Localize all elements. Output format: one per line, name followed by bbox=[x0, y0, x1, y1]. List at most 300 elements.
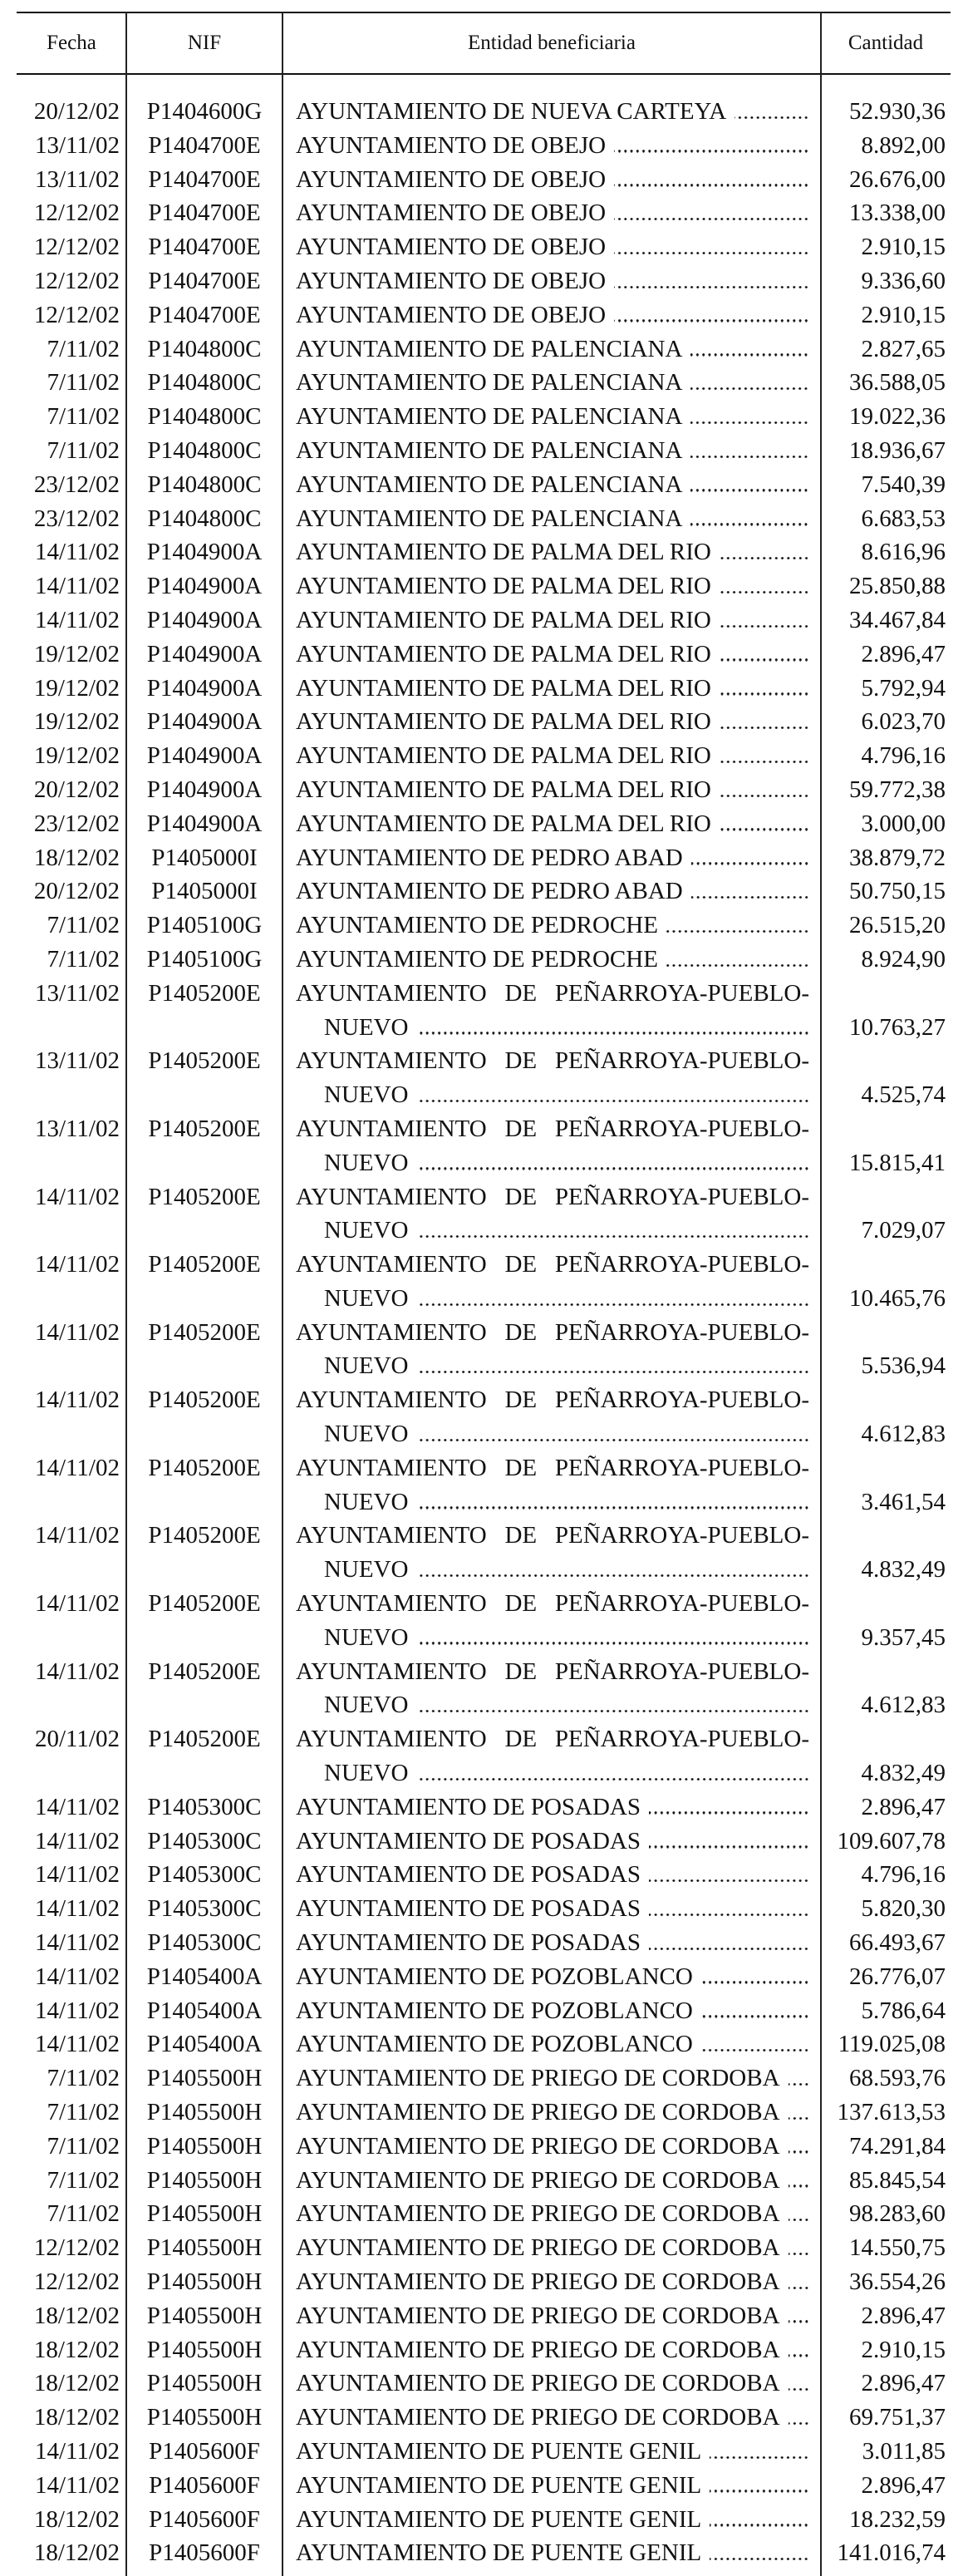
cantidad-cell: 5.792,94 bbox=[861, 674, 946, 702]
dot-leader bbox=[417, 1778, 810, 1781]
table-row bbox=[17, 2164, 951, 2198]
dot-leader bbox=[690, 489, 809, 491]
table-row bbox=[17, 1383, 951, 1451]
cantidad-cell: 14.550,75 bbox=[849, 2234, 946, 2262]
entidad-name-continued: NUEVO bbox=[324, 1488, 409, 1515]
entidad-line bbox=[296, 1485, 809, 1519]
dot-leader bbox=[789, 2083, 809, 2086]
nif-cell: P1404800C bbox=[147, 369, 262, 396]
table-row bbox=[17, 2435, 951, 2469]
cantidad-cell: 4.612,83 bbox=[861, 1421, 946, 1448]
table-row bbox=[17, 400, 951, 434]
fecha-cell: 13/11/02 bbox=[34, 165, 120, 193]
cantidad-cell: 7.029,07 bbox=[861, 1217, 946, 1244]
dot-leader bbox=[614, 319, 809, 322]
dot-leader bbox=[614, 184, 809, 186]
dot-leader bbox=[710, 2490, 809, 2492]
entidad-cell bbox=[283, 2164, 821, 2198]
dot-leader bbox=[417, 1303, 810, 1306]
table-row bbox=[17, 705, 951, 739]
entidad-line bbox=[296, 2536, 809, 2570]
table-row bbox=[17, 2130, 951, 2164]
entidad-line bbox=[296, 1825, 809, 1859]
nif-cell: P1405500H bbox=[146, 2268, 263, 2295]
dot-leader bbox=[720, 828, 809, 830]
nif-cell: P1405500H bbox=[146, 2065, 263, 2092]
dot-leader bbox=[690, 387, 809, 390]
table-row bbox=[17, 2096, 951, 2130]
fecha-cell: 13/11/02 bbox=[34, 131, 120, 159]
fecha-cell: 14/11/02 bbox=[34, 573, 120, 600]
dot-leader bbox=[789, 2184, 809, 2187]
fecha-cell: 7/11/02 bbox=[47, 403, 120, 431]
entidad-name: AYUNTAMIENTO DE PRIEGO DE CORDOBA bbox=[296, 2132, 780, 2160]
cantidad-cell: 8.616,96 bbox=[861, 539, 946, 566]
entidad-name: AYUNTAMIENTO DE PALMA DEL RIO bbox=[296, 742, 711, 770]
entidad-line bbox=[296, 638, 809, 672]
entidad-line bbox=[296, 2027, 809, 2061]
entidad-cell bbox=[283, 1655, 821, 1723]
nif-cell: P1405300C bbox=[147, 1929, 262, 1957]
fecha-cell: 19/12/02 bbox=[33, 674, 120, 702]
dot-leader bbox=[735, 116, 809, 119]
cantidad-cell: 109.607,78 bbox=[837, 1827, 946, 1854]
cantidad-cell: 6.683,53 bbox=[861, 505, 946, 532]
fecha-cell: 14/11/02 bbox=[34, 2031, 120, 2058]
entidad-name: AYUNTAMIENTO DE PEÑARROYA-PUEBLO- bbox=[296, 1183, 809, 1210]
cantidad-cell: 66.493,67 bbox=[849, 1929, 946, 1957]
entidad-cell bbox=[283, 1790, 821, 1825]
entidad-name: AYUNTAMIENTO DE POZOBLANCO bbox=[296, 1997, 693, 2024]
fecha-cell: 18/12/02 bbox=[33, 2370, 120, 2397]
table-row bbox=[17, 807, 951, 841]
table-row bbox=[17, 196, 951, 230]
table-row bbox=[17, 874, 951, 909]
entidad-name: AYUNTAMIENTO DE PEDRO ABAD bbox=[296, 878, 683, 905]
nif-cell: P1405200E bbox=[148, 1590, 261, 1618]
dot-leader bbox=[649, 1811, 809, 1814]
nif-cell: P1405200E bbox=[148, 1454, 261, 1481]
nif-cell: P1405200E bbox=[148, 1047, 261, 1075]
nif-cell: P1405600F bbox=[149, 2471, 260, 2499]
dot-leader bbox=[614, 286, 809, 288]
table-row bbox=[17, 569, 951, 603]
nif-cell: P1405200E bbox=[148, 1657, 261, 1685]
nif-cell: P1404700E bbox=[148, 165, 261, 193]
entidad-name: AYUNTAMIENTO DE PALMA DEL RIO bbox=[296, 708, 711, 736]
entidad-cell bbox=[283, 2197, 821, 2231]
entidad-cell bbox=[283, 2367, 821, 2401]
dot-leader bbox=[417, 1574, 810, 1577]
entidad-name: AYUNTAMIENTO DE PALENCIANA bbox=[296, 436, 683, 464]
cantidad-cell: 2.896,47 bbox=[861, 640, 946, 667]
entidad-name: AYUNTAMIENTO DE POSADAS bbox=[296, 1929, 641, 1957]
fecha-cell: 19/12/02 bbox=[33, 742, 120, 770]
table-row bbox=[17, 1790, 951, 1825]
table-row bbox=[17, 2061, 951, 2096]
entidad-line bbox=[296, 841, 809, 875]
entidad-line bbox=[296, 298, 809, 332]
header-nif: NIF bbox=[187, 32, 222, 54]
entidad-cell bbox=[283, 1451, 821, 1519]
cantidad-cell: 2.910,15 bbox=[861, 234, 946, 261]
entidad-line bbox=[296, 909, 809, 943]
entidad-name-continued: NUEVO bbox=[324, 1623, 409, 1651]
nif-cell: P1405400A bbox=[146, 1997, 263, 2024]
cantidad-cell: 5.536,94 bbox=[861, 1352, 946, 1380]
entidad-name: AYUNTAMIENTO DE PEÑARROYA-PUEBLO- bbox=[296, 1590, 809, 1618]
entidad-cell bbox=[283, 1858, 821, 1892]
header-fecha: Fecha bbox=[47, 32, 96, 54]
dot-leader bbox=[690, 523, 809, 525]
fecha-cell: 7/11/02 bbox=[47, 335, 120, 362]
fecha-cell: 14/11/02 bbox=[34, 1183, 120, 1210]
nif-cell: P1405500H bbox=[146, 2166, 263, 2194]
entidad-cell bbox=[283, 2265, 821, 2299]
dot-leader bbox=[690, 456, 809, 458]
entidad-name: AYUNTAMIENTO DE PEÑARROYA-PUEBLO- bbox=[296, 1318, 809, 1346]
table-row bbox=[17, 332, 951, 367]
entidad-line bbox=[296, 2401, 809, 2435]
entidad-name: AYUNTAMIENTO DE PEÑARROYA-PUEBLO- bbox=[296, 1522, 809, 1549]
table-row bbox=[17, 638, 951, 672]
cantidad-cell: 8.924,90 bbox=[861, 945, 946, 973]
entidad-name: AYUNTAMIENTO DE PRIEGO DE CORDOBA bbox=[296, 2200, 780, 2228]
entidad-name: AYUNTAMIENTO DE PEDROCHE bbox=[296, 945, 658, 973]
fecha-cell: 7/11/02 bbox=[47, 2099, 120, 2126]
entidad-name: AYUNTAMIENTO DE OBEJO bbox=[296, 165, 607, 193]
fecha-cell: 14/11/02 bbox=[34, 1861, 120, 1889]
nif-cell: P1405500H bbox=[146, 2404, 263, 2431]
table-row bbox=[17, 739, 951, 773]
entidad-name: AYUNTAMIENTO DE PALENCIANA bbox=[296, 470, 683, 498]
fecha-cell: 14/11/02 bbox=[34, 1827, 120, 1854]
dot-leader bbox=[417, 1167, 810, 1170]
table-row bbox=[17, 603, 951, 638]
table-row bbox=[17, 535, 951, 569]
column-divider bbox=[820, 12, 822, 2576]
dot-leader bbox=[417, 1371, 810, 1373]
fecha-cell: 14/11/02 bbox=[34, 539, 120, 566]
dot-leader bbox=[417, 1710, 810, 1712]
entidad-cell bbox=[283, 2130, 821, 2164]
cantidad-cell: 2.896,47 bbox=[861, 1793, 946, 1820]
entidad-cell bbox=[283, 1825, 821, 1859]
fecha-cell: 13/11/02 bbox=[34, 979, 120, 1007]
entidad-name: AYUNTAMIENTO DE POSADAS bbox=[296, 1895, 641, 1923]
entidad-line bbox=[296, 773, 809, 807]
entidad-name: AYUNTAMIENTO DE PEÑARROYA-PUEBLO- bbox=[296, 1657, 809, 1685]
cantidad-cell: 38.879,72 bbox=[849, 844, 946, 871]
dot-leader bbox=[649, 1845, 809, 1848]
dot-leader bbox=[789, 2150, 809, 2153]
fecha-cell: 14/11/02 bbox=[34, 1590, 120, 1618]
nif-cell: P1404800C bbox=[147, 403, 262, 431]
entidad-cell bbox=[283, 943, 821, 977]
dot-leader bbox=[666, 930, 809, 933]
entidad-cell bbox=[283, 1248, 821, 1316]
entidad-line bbox=[296, 1553, 809, 1587]
table-header bbox=[17, 12, 951, 75]
entidad-name: AYUNTAMIENTO DE PRIEGO DE CORDOBA bbox=[296, 2099, 780, 2126]
entidad-cell bbox=[283, 1316, 821, 1384]
dot-leader bbox=[666, 964, 809, 967]
nif-cell: P1404900A bbox=[146, 776, 263, 803]
nif-cell: P1404700E bbox=[148, 301, 261, 328]
fecha-cell: 7/11/02 bbox=[47, 912, 120, 939]
table-row bbox=[17, 1655, 951, 1723]
table-row bbox=[17, 434, 951, 468]
entidad-cell bbox=[283, 264, 821, 298]
entidad-cell bbox=[283, 2333, 821, 2367]
entidad-name: AYUNTAMIENTO DE POSADAS bbox=[296, 1793, 641, 1820]
entidad-line bbox=[296, 163, 809, 197]
entidad-name: AYUNTAMIENTO DE PEÑARROYA-PUEBLO- bbox=[296, 1115, 809, 1142]
entidad-name: AYUNTAMIENTO DE PRIEGO DE CORDOBA bbox=[296, 2404, 780, 2431]
header-entidad: Entidad beneficiaria bbox=[468, 32, 636, 54]
dot-leader bbox=[720, 658, 809, 661]
cantidad-cell: 85.845,54 bbox=[849, 2166, 946, 2194]
table-row bbox=[17, 1248, 951, 1316]
entidad-line bbox=[296, 230, 809, 264]
dot-leader bbox=[789, 2388, 809, 2391]
fecha-cell: 14/11/02 bbox=[34, 1387, 120, 1414]
header-cantidad: Cantidad bbox=[848, 32, 924, 54]
entidad-name: AYUNTAMIENTO DE PALMA DEL RIO bbox=[296, 573, 711, 600]
cantidad-cell: 6.023,70 bbox=[861, 708, 946, 736]
nif-cell: P1404900A bbox=[146, 674, 263, 702]
entidad-name-continued: NUEVO bbox=[324, 1421, 409, 1448]
fecha-cell: 14/11/02 bbox=[34, 1929, 120, 1957]
cantidad-cell: 9.336,60 bbox=[861, 267, 946, 294]
entidad-line bbox=[296, 705, 809, 739]
nif-cell: P1404900A bbox=[146, 640, 263, 667]
cantidad-cell: 19.022,36 bbox=[849, 403, 946, 431]
nif-cell: P1405300C bbox=[147, 1895, 262, 1923]
entidad-cell bbox=[283, 1180, 821, 1249]
entidad-name-continued: NUEVO bbox=[324, 1149, 409, 1176]
entidad-line bbox=[296, 535, 809, 569]
table-row bbox=[17, 1926, 951, 1960]
cantidad-cell: 4.832,49 bbox=[861, 1556, 946, 1584]
entidad-line bbox=[296, 1926, 809, 1960]
entidad-name: AYUNTAMIENTO DE PALENCIANA bbox=[296, 335, 683, 362]
nif-cell: P1405200E bbox=[148, 1183, 261, 1210]
entidad-name-continued: NUEVO bbox=[324, 1692, 409, 1719]
cantidad-cell: 10.763,27 bbox=[849, 1013, 946, 1041]
entidad-line bbox=[296, 1349, 809, 1383]
entidad-line bbox=[296, 2231, 809, 2265]
dot-leader bbox=[649, 1914, 809, 1916]
fecha-cell: 7/11/02 bbox=[47, 2132, 120, 2160]
entidad-line bbox=[296, 672, 809, 706]
entidad-name: AYUNTAMIENTO DE PRIEGO DE CORDOBA bbox=[296, 2370, 780, 2397]
dot-leader bbox=[691, 862, 809, 864]
nif-cell: P1405500H bbox=[146, 2200, 263, 2228]
cantidad-cell: 50.750,15 bbox=[849, 878, 946, 905]
table-row bbox=[17, 2027, 951, 2061]
dot-leader bbox=[720, 795, 809, 797]
entidad-cell bbox=[283, 705, 821, 739]
cantidad-cell: 4.612,83 bbox=[861, 1692, 946, 1719]
cantidad-cell: 26.776,07 bbox=[849, 1963, 946, 1990]
nif-cell: P1405200E bbox=[148, 1387, 261, 1414]
table-row bbox=[17, 773, 951, 807]
nif-cell: P1404900A bbox=[146, 539, 263, 566]
entidad-name: AYUNTAMIENTO DE OBEJO bbox=[296, 267, 607, 294]
entidad-cell bbox=[283, 569, 821, 603]
nif-cell: P1405600F bbox=[149, 2539, 260, 2567]
fecha-cell: 19/12/02 bbox=[33, 708, 120, 736]
dot-leader bbox=[710, 2558, 809, 2560]
cantidad-cell: 36.588,05 bbox=[849, 369, 946, 396]
table-row bbox=[17, 1519, 951, 1587]
entidad-line bbox=[296, 196, 809, 230]
cantidad-cell: 15.815,41 bbox=[849, 1149, 946, 1176]
fecha-cell: 14/11/02 bbox=[34, 1318, 120, 1346]
entidad-line bbox=[296, 1994, 809, 2028]
dot-leader bbox=[720, 557, 809, 559]
nif-cell: P1405200E bbox=[148, 979, 261, 1007]
cantidad-cell: 34.467,84 bbox=[849, 606, 946, 633]
entidad-name: AYUNTAMIENTO DE PRIEGO DE CORDOBA bbox=[296, 2166, 780, 2194]
table-row bbox=[17, 1451, 951, 1519]
entidad-cell bbox=[283, 1112, 821, 1180]
dot-leader bbox=[690, 353, 809, 356]
dot-leader bbox=[789, 2287, 809, 2289]
entidad-name-continued: NUEVO bbox=[324, 1284, 409, 1312]
dot-leader bbox=[720, 591, 809, 594]
dot-leader bbox=[701, 2049, 809, 2051]
entidad-line bbox=[296, 1214, 809, 1248]
entidad-cell bbox=[283, 807, 821, 841]
table-row bbox=[17, 2536, 951, 2570]
entidad-line bbox=[296, 1960, 809, 1994]
table-row bbox=[17, 672, 951, 706]
entidad-cell bbox=[283, 909, 821, 943]
column-divider bbox=[282, 12, 283, 2576]
cantidad-cell: 4.796,16 bbox=[861, 1861, 946, 1889]
table-row bbox=[17, 468, 951, 502]
entidad-line bbox=[296, 603, 809, 638]
nif-cell: P1404700E bbox=[148, 199, 261, 227]
cantidad-cell: 2.827,65 bbox=[861, 335, 946, 362]
entidad-name: AYUNTAMIENTO DE PALMA DEL RIO bbox=[296, 810, 711, 837]
entidad-line bbox=[296, 366, 809, 400]
entidad-cell bbox=[283, 739, 821, 773]
entidad-name: AYUNTAMIENTO DE POSADAS bbox=[296, 1827, 641, 1854]
dot-leader bbox=[690, 421, 809, 424]
entidad-cell bbox=[283, 2469, 821, 2503]
nif-cell: P1404600G bbox=[146, 98, 263, 125]
entidad-line bbox=[296, 1688, 809, 1722]
fecha-cell: 19/12/02 bbox=[33, 640, 120, 667]
cantidad-cell: 119.025,08 bbox=[838, 2031, 946, 2058]
entidad-name: AYUNTAMIENTO DE PALENCIANA bbox=[296, 505, 683, 532]
fecha-cell: 14/11/02 bbox=[34, 1963, 120, 1990]
nif-cell: P1404800C bbox=[147, 505, 262, 532]
entidad-cell bbox=[283, 773, 821, 807]
entidad-name: AYUNTAMIENTO DE NUEVA CARTEYA bbox=[296, 98, 727, 125]
nif-cell: P1404800C bbox=[147, 335, 262, 362]
entidad-name: AYUNTAMIENTO DE PUENTE GENIL bbox=[296, 2539, 702, 2567]
fecha-cell: 7/11/02 bbox=[47, 945, 120, 973]
cantidad-cell: 52.930,36 bbox=[849, 98, 946, 125]
entidad-line bbox=[296, 434, 809, 468]
fecha-cell: 18/12/02 bbox=[33, 2505, 120, 2533]
entidad-name: AYUNTAMIENTO DE PUENTE GENIL bbox=[296, 2471, 702, 2499]
cantidad-cell: 74.291,84 bbox=[849, 2132, 946, 2160]
entidad-cell bbox=[283, 163, 821, 197]
fecha-cell: 14/11/02 bbox=[34, 1657, 120, 1685]
dot-leader bbox=[720, 761, 809, 763]
entidad-name: AYUNTAMIENTO DE POSADAS bbox=[296, 1861, 641, 1889]
entidad-name: AYUNTAMIENTO DE PEDROCHE bbox=[296, 912, 658, 939]
table-row bbox=[17, 2401, 951, 2435]
entidad-cell bbox=[283, 95, 821, 129]
fecha-cell: 14/11/02 bbox=[34, 1454, 120, 1481]
cantidad-cell: 25.850,88 bbox=[849, 573, 946, 600]
fecha-cell: 13/11/02 bbox=[34, 1047, 120, 1075]
cantidad-cell: 3.011,85 bbox=[862, 2437, 946, 2465]
entidad-line bbox=[296, 2435, 809, 2469]
cantidad-cell: 3.461,54 bbox=[861, 1488, 946, 1515]
cantidad-cell: 9.357,45 bbox=[861, 1623, 946, 1651]
dot-leader bbox=[789, 2253, 809, 2255]
entidad-name-continued: NUEVO bbox=[324, 1217, 409, 1244]
fecha-cell: 7/11/02 bbox=[47, 436, 120, 464]
table-row bbox=[17, 1825, 951, 1859]
cantidad-cell: 5.786,64 bbox=[861, 1997, 946, 2024]
entidad-name: AYUNTAMIENTO DE PRIEGO DE CORDOBA bbox=[296, 2268, 780, 2295]
dot-leader bbox=[417, 1439, 810, 1441]
fecha-cell: 7/11/02 bbox=[47, 2200, 120, 2228]
entidad-name: AYUNTAMIENTO DE PALMA DEL RIO bbox=[296, 539, 711, 566]
entidad-line bbox=[296, 2503, 809, 2537]
entidad-line bbox=[296, 2299, 809, 2333]
dot-leader bbox=[720, 692, 809, 695]
nif-cell: P1405500H bbox=[146, 2370, 263, 2397]
entidad-name: AYUNTAMIENTO DE PRIEGO DE CORDOBA bbox=[296, 2302, 780, 2329]
cantidad-cell: 68.593,76 bbox=[849, 2065, 946, 2092]
entidad-cell bbox=[283, 502, 821, 536]
fecha-cell: 12/12/02 bbox=[33, 234, 120, 261]
dot-leader bbox=[710, 2456, 809, 2459]
entidad-cell bbox=[283, 841, 821, 875]
fecha-cell: 7/11/02 bbox=[47, 369, 120, 396]
entidad-cell bbox=[283, 129, 821, 163]
entidad-line bbox=[296, 2367, 809, 2401]
subsidy-table bbox=[17, 12, 951, 2576]
nif-cell: P1405500H bbox=[146, 2336, 263, 2363]
cantidad-cell: 98.283,60 bbox=[849, 2200, 946, 2228]
dot-leader bbox=[417, 1100, 810, 1102]
column-divider bbox=[125, 12, 127, 2576]
nif-cell: P1405300C bbox=[147, 1827, 262, 1854]
entidad-line bbox=[296, 569, 809, 603]
cantidad-cell: 26.515,20 bbox=[849, 912, 946, 939]
entidad-cell bbox=[283, 1383, 821, 1451]
fecha-cell: 23/12/02 bbox=[33, 810, 120, 837]
table-row bbox=[17, 909, 951, 943]
dot-leader bbox=[417, 1235, 810, 1238]
entidad-name: AYUNTAMIENTO DE OBEJO bbox=[296, 131, 607, 159]
nif-cell: P1404800C bbox=[147, 470, 262, 498]
nif-cell: P1405300C bbox=[147, 1861, 262, 1889]
entidad-name: AYUNTAMIENTO DE PUENTE GENIL bbox=[296, 2437, 702, 2465]
entidad-line bbox=[296, 807, 809, 841]
cantidad-cell: 2.896,47 bbox=[861, 2302, 946, 2329]
